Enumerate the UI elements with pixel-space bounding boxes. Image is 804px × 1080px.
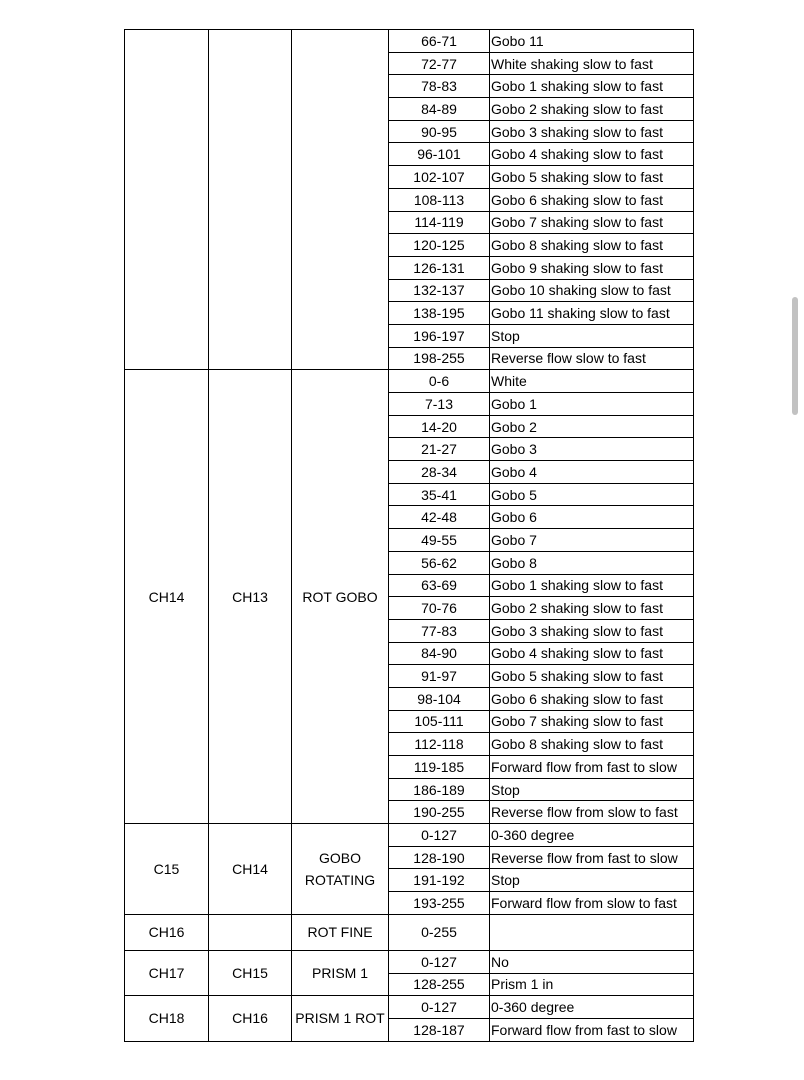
dmx-value-cell: 112-118 (389, 733, 490, 756)
dmx-value-cell: 0-6 (389, 370, 490, 393)
description-cell: Gobo 2 shaking slow to fast (490, 597, 694, 620)
dmx-value-cell: 84-89 (389, 98, 490, 121)
dmx-value-cell: 108-113 (389, 188, 490, 211)
description-cell: Stop (490, 778, 694, 801)
function-label: PRISM 1 (311, 965, 368, 981)
function-cell (292, 914, 389, 950)
description-cell: Stop (490, 324, 694, 347)
channel-mode-b-cell: CH14 (209, 824, 292, 915)
description-cell: Gobo 8 (490, 551, 694, 574)
scrollbar-thumb[interactable] (792, 297, 798, 415)
dmx-value-cell: 0-127 (389, 996, 490, 1019)
dmx-value-cell: 66-71 (389, 30, 490, 53)
dmx-value-cell: 84-90 (389, 642, 490, 665)
description-cell: Gobo 7 shaking slow to fast (490, 710, 694, 733)
dmx-value-cell: 14-20 (389, 415, 490, 438)
channel-mode-b-cell (209, 30, 292, 370)
dmx-value-cell: 186-189 (389, 778, 490, 801)
dmx-value-cell: 191-192 (389, 869, 490, 892)
channel-mode-a-cell: C15 (125, 824, 209, 915)
channel-mode-a-cell (125, 30, 209, 370)
dmx-value-cell: 102-107 (389, 166, 490, 189)
dmx-value-cell: 128-187 (389, 1018, 490, 1041)
table-row (125, 30, 694, 53)
channel-mode-b-cell: CH16 (209, 996, 292, 1041)
description-cell: Gobo 2 (490, 415, 694, 438)
dmx-value-cell: 126-131 (389, 256, 490, 279)
dmx-value-cell: 198-255 (389, 347, 490, 370)
table-row (125, 914, 694, 950)
description-cell: Gobo 7 shaking slow to fast (490, 211, 694, 234)
description-cell: Gobo 5 shaking slow to fast (490, 665, 694, 688)
description-cell: Gobo 9 shaking slow to fast (490, 256, 694, 279)
description-cell: Gobo 4 shaking slow to fast (490, 642, 694, 665)
description-cell: Reverse flow from slow to fast (490, 801, 694, 824)
dmx-value-cell: 72-77 (389, 52, 490, 75)
dmx-value-cell: 78-83 (389, 75, 490, 98)
dmx-value-cell: 56-62 (389, 551, 490, 574)
dmx-value-cell: 119-185 (389, 756, 490, 779)
channel-mode-b-cell (209, 914, 292, 950)
description-cell: Gobo 8 shaking slow to fast (490, 733, 694, 756)
description-cell: Gobo 10 shaking slow to fast (490, 279, 694, 302)
function-label: PRISM 1 ROT (295, 1010, 385, 1027)
dmx-value-cell: 0-127 (389, 824, 490, 847)
function-cell (292, 370, 389, 824)
table-row (125, 824, 694, 847)
dmx-value-cell: 35-41 (389, 483, 490, 506)
description-cell: No (490, 950, 694, 973)
function-cell (292, 950, 389, 995)
description-cell: Gobo 4 shaking slow to fast (490, 143, 694, 166)
description-cell: Gobo 1 (490, 393, 694, 416)
dmx-value-cell: 196-197 (389, 324, 490, 347)
description-cell: Gobo 3 shaking slow to fast (490, 120, 694, 143)
description-cell: White (490, 370, 694, 393)
description-cell: Forward flow from fast to slow (490, 1018, 694, 1041)
description-cell: Gobo 1 shaking slow to fast (490, 75, 694, 98)
description-cell: Gobo 3 (490, 438, 694, 461)
dmx-value-cell: 98-104 (389, 687, 490, 710)
channel-mode-a-cell: CH16 (125, 914, 209, 950)
description-cell: 0-360 degree (490, 824, 694, 847)
description-cell: 0-360 degree (490, 996, 694, 1019)
function-cell (292, 996, 389, 1041)
description-cell: Reverse flow slow to fast (490, 347, 694, 370)
description-cell: Gobo 6 (490, 506, 694, 529)
dmx-channel-table (124, 29, 694, 1042)
dmx-value-cell: 63-69 (389, 574, 490, 597)
dmx-value-cell: 7-13 (389, 393, 490, 416)
dmx-value-cell: 128-255 (389, 973, 490, 996)
table-body (125, 30, 694, 1042)
description-cell: Gobo 1 shaking slow to fast (490, 574, 694, 597)
dmx-value-cell: 105-111 (389, 710, 490, 733)
description-cell: Gobo 6 shaking slow to fast (490, 687, 694, 710)
table-row (125, 996, 694, 1019)
table-row (125, 950, 694, 973)
channel-mode-a-cell: CH14 (125, 370, 209, 824)
function-label: ROT GOBO (302, 588, 378, 605)
function-cell (292, 824, 389, 915)
description-cell: Gobo 7 (490, 529, 694, 552)
description-cell: Forward flow from slow to fast (490, 892, 694, 915)
dmx-value-cell: 0-127 (389, 950, 490, 973)
dmx-value-cell: 42-48 (389, 506, 490, 529)
channel-mode-a-cell: CH17 (125, 950, 209, 995)
dmx-value-cell: 190-255 (389, 801, 490, 824)
description-cell: Gobo 5 (490, 483, 694, 506)
description-cell: Gobo 4 (490, 461, 694, 484)
dmx-value-cell: 49-55 (389, 529, 490, 552)
dmx-value-cell: 21-27 (389, 438, 490, 461)
dmx-value-cell: 91-97 (389, 665, 490, 688)
dmx-value-cell: 193-255 (389, 892, 490, 915)
dmx-value-cell: 138-195 (389, 302, 490, 325)
channel-mode-a-cell: CH18 (125, 996, 209, 1041)
description-cell: Reverse flow from fast to slow (490, 846, 694, 869)
description-cell: Gobo 11 (490, 30, 694, 53)
table-row (125, 370, 694, 393)
channel-mode-b-cell: CH13 (209, 370, 292, 824)
dmx-value-cell: 120-125 (389, 234, 490, 257)
function-label: ROTATING (304, 871, 376, 888)
dmx-value-cell: 77-83 (389, 619, 490, 642)
description-cell: Gobo 6 shaking slow to fast (490, 188, 694, 211)
dmx-value-cell: 70-76 (389, 597, 490, 620)
description-cell (490, 914, 694, 950)
description-cell: Gobo 3 shaking slow to fast (490, 619, 694, 642)
description-cell: Prism 1 in (490, 973, 694, 996)
description-cell: White shaking slow to fast (490, 52, 694, 75)
description-cell: Gobo 8 shaking slow to fast (490, 234, 694, 257)
channel-mode-b-cell: CH15 (209, 950, 292, 995)
description-cell: Forward flow from fast to slow (490, 756, 694, 779)
description-cell: Gobo 11 shaking slow to fast (490, 302, 694, 325)
description-cell: Gobo 2 shaking slow to fast (490, 98, 694, 121)
function-cell (292, 30, 389, 370)
dmx-value-cell: 0-255 (389, 914, 490, 950)
description-cell: Gobo 5 shaking slow to fast (490, 166, 694, 189)
function-label: ROT FINE (307, 924, 373, 941)
function-label: GOBO (318, 849, 361, 866)
dmx-value-cell: 128-190 (389, 846, 490, 869)
description-cell: Stop (490, 869, 694, 892)
dmx-value-cell: 90-95 (389, 120, 490, 143)
dmx-value-cell: 132-137 (389, 279, 490, 302)
dmx-value-cell: 114-119 (389, 211, 490, 234)
dmx-value-cell: 28-34 (389, 461, 490, 484)
dmx-value-cell: 96-101 (389, 143, 490, 166)
